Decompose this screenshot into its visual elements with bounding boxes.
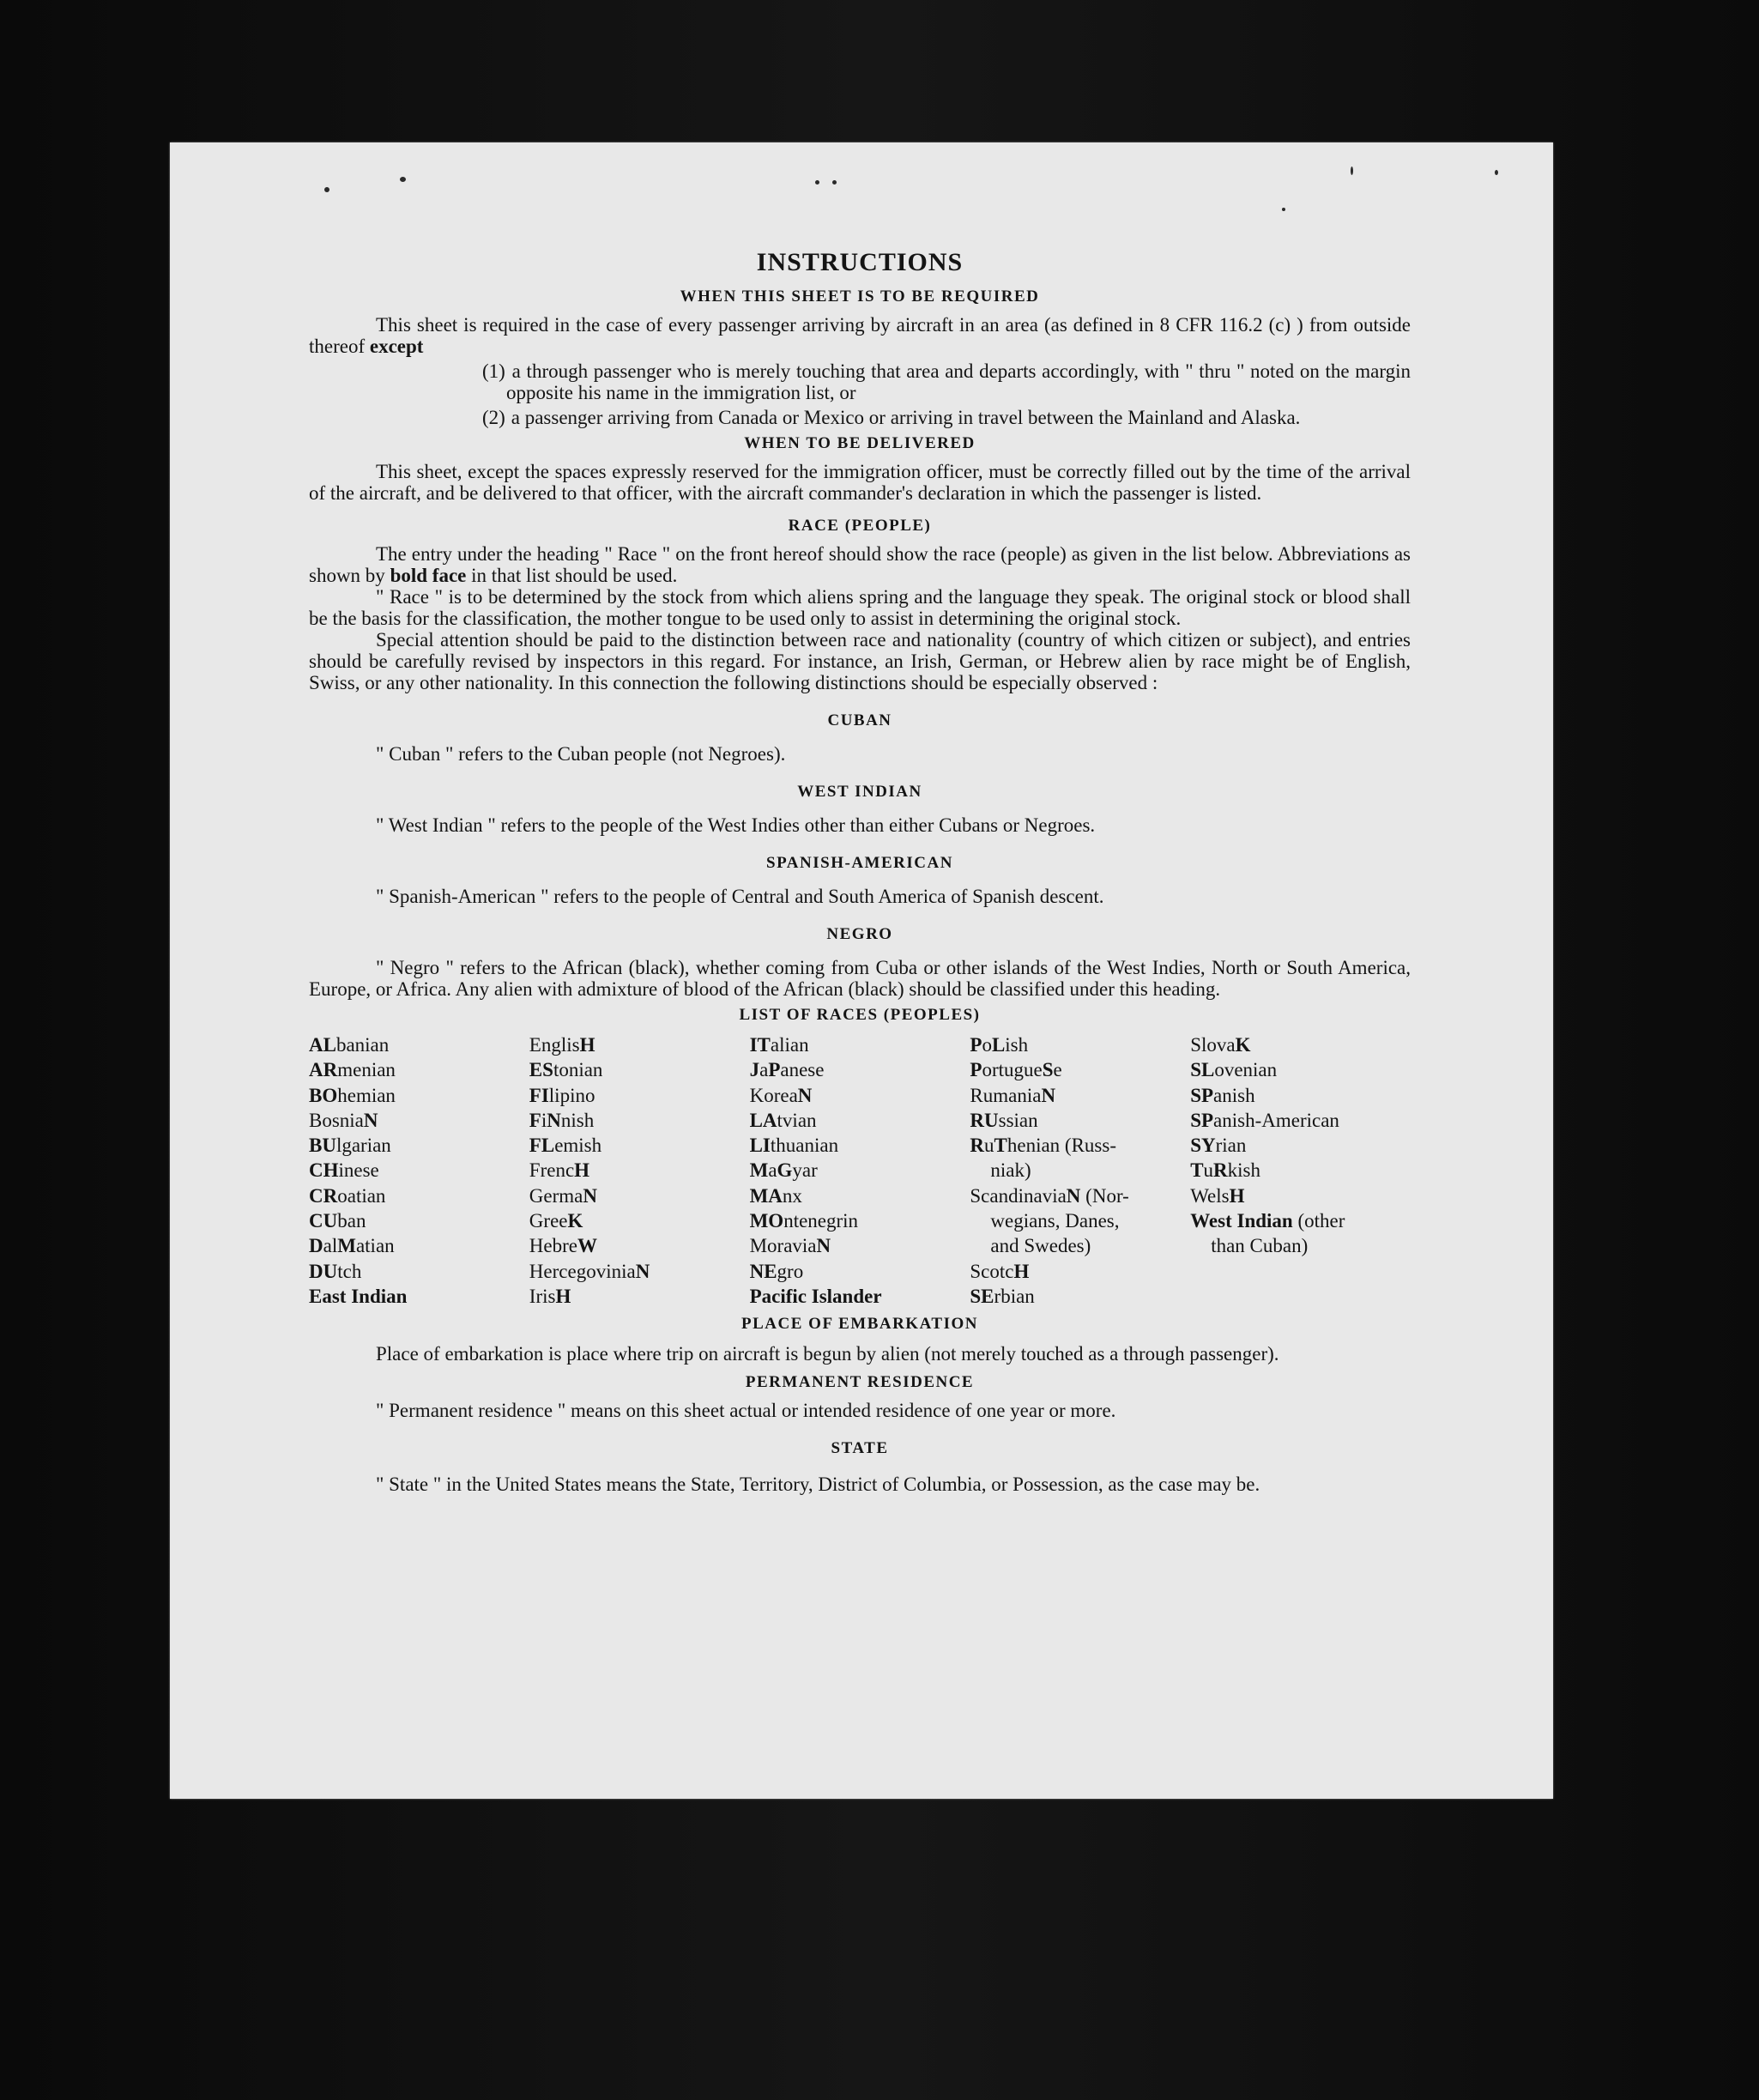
required-intro: This sheet is required in the case of every passenger arriving by aircraft in an area (as defined in 8 CFR 116.2 (c) ) from outside thereof except <box>309 314 1411 357</box>
section-heading-state: STATE <box>831 1439 889 1458</box>
section-heading-negro: NEGRO <box>826 925 893 943</box>
race-entry: FLemish <box>529 1135 602 1157</box>
race-entry: CHinese <box>309 1159 379 1182</box>
race-entry: DalMatian <box>309 1235 395 1257</box>
race-entry: niak) <box>990 1159 1031 1182</box>
race-paragraph-1: The entry under the heading " Race " on the front hereof should show the race (people) as given in the list below. Abbreviations as shown by bold face in that list should be used. <box>309 543 1411 586</box>
race-entry: GermaN <box>529 1184 597 1207</box>
race-column-5 <box>1190 1032 1411 1309</box>
race-entry: ITalian <box>749 1034 809 1056</box>
race-entry: EnglisH <box>529 1034 595 1056</box>
race-entry: KoreaN <box>749 1084 813 1106</box>
race-paragraph-3: Special attention should be paid to the distinction between race and nationality (country of which citizen or subject), and entries should be carefully revised by inspectors in this regard. For instance, an Irish, German, or Hebrew alien by race might be of English, Swiss, or any other nationality. In this connection the following distinctions should be especially observed : <box>309 629 1411 693</box>
race-entry: RumaniaN <box>970 1084 1056 1106</box>
race-entry: CUban <box>309 1210 366 1232</box>
race-entry: MaGyar <box>749 1159 818 1182</box>
race-entry: SYrian <box>1190 1135 1247 1157</box>
section-heading-race: RACE (PEOPLE) <box>788 517 932 535</box>
race-entry: IrisH <box>529 1285 571 1307</box>
race-entry: MOntenegrin <box>749 1210 859 1232</box>
delivered-text: This sheet, except the spaces expressly reserved for the immigration officer, must be correctly filled out by the time of the arrival of the aircraft, and be delivered to that officer, with the aircraft commander's declaration in which the passenger is listed. <box>309 461 1411 504</box>
section-heading-cuban: CUBAN <box>827 711 892 729</box>
race-entry: ScandinaviaN (Nor- <box>970 1184 1129 1207</box>
race-entry: ALbanian <box>309 1034 390 1056</box>
race-entry: Pacific Islander <box>749 1285 882 1307</box>
embarkation-text: Place of embarkation is place where trip on aircraft is begun by alien (not merely touched as a through passenger). <box>376 1343 1279 1365</box>
instructions-content <box>309 247 1411 1498</box>
race-entry: TuRkish <box>1190 1159 1260 1182</box>
section-heading-west-indian: WEST INDIAN <box>797 783 922 801</box>
scan-speck <box>1495 170 1498 175</box>
race-column-2 <box>529 1032 750 1309</box>
negro-text: " Negro " refers to the African (black), whether coming from Cuba or other islands of the West Indies, North or South America, Europe, or Africa. Any alien with admixture of blood of the African (black) should be classified under this heading. <box>309 957 1411 1000</box>
race-entry: CRoatian <box>309 1184 386 1207</box>
section-heading-list-of-races: LIST OF RACES (PEOPLES) <box>739 1006 981 1024</box>
race-entry: HercegoviniaN <box>529 1260 650 1282</box>
state-text: " State " in the United States means the State, Territory, District of Columbia, or Possession, as the case may be. <box>376 1474 1260 1496</box>
race-entry: SlovaK <box>1190 1034 1251 1056</box>
race-entry: NEgro <box>749 1260 804 1282</box>
document-page <box>170 142 1553 1799</box>
cuban-text: " Cuban " refers to the Cuban people (not Negroes). <box>376 743 786 765</box>
race-entry: SErbian <box>970 1285 1035 1307</box>
race-entry: PoLish <box>970 1034 1029 1056</box>
races-list <box>309 1032 1411 1309</box>
scan-speck <box>815 180 819 185</box>
race-entry: GreeK <box>529 1210 583 1232</box>
exception-item-1: (1) a through passenger who is merely touching that area and departs accordingly, with " thru " noted on the margin opposite his name in the immigration list, or <box>482 360 1411 403</box>
race-entry: HebreW <box>529 1235 597 1257</box>
race-entry: and Swedes) <box>990 1235 1091 1257</box>
scan-speck <box>832 180 837 185</box>
race-column-1 <box>309 1032 529 1309</box>
spanish-american-text: " Spanish-American " refers to the people of Central and South America of Spanish descent. <box>376 886 1104 907</box>
scan-speck <box>1351 166 1353 175</box>
race-entry: LIthuanian <box>749 1135 839 1157</box>
race-entry: LAtvian <box>749 1109 817 1131</box>
race-entry: BUlgarian <box>309 1135 391 1157</box>
exception-item-2: (2) a passenger arriving from Canada or Mexico or arriving in travel between the Mainland and Alaska. <box>482 407 1301 428</box>
race-entry: wegians, Danes, <box>990 1210 1120 1232</box>
section-heading-required: WHEN THIS SHEET IS TO BE REQUIRED <box>680 287 1040 306</box>
race-entry: ARmenian <box>309 1059 396 1081</box>
race-entry: RuThenian (Russ- <box>970 1135 1116 1157</box>
race-entry: BOhemian <box>309 1084 396 1106</box>
race-entry: BosniaN <box>309 1109 378 1131</box>
race-paragraph-2: " Race " is to be determined by the stock from which aliens spring and the language they speak. The original stock or blood shall be the basis for the classification, the mother tongue to be used only to assist in determining the original stock. <box>309 586 1411 629</box>
race-column-4 <box>970 1032 1190 1309</box>
west-indian-text: " West Indian " refers to the people of the West Indies other than either Cubans or Negroes. <box>376 814 1096 836</box>
race-entry: MAnx <box>749 1184 802 1207</box>
race-entry: DUtch <box>309 1260 362 1282</box>
residence-text: " Permanent residence " means on this sheet actual or intended residence of one year or more. <box>376 1400 1116 1422</box>
section-heading-spanish-american: SPANISH-AMERICAN <box>766 854 953 872</box>
race-entry: PortugueSe <box>970 1059 1062 1081</box>
scan-speck <box>324 187 329 192</box>
page-title: INSTRUCTIONS <box>756 248 964 276</box>
section-heading-delivered: WHEN TO BE DELIVERED <box>744 434 976 452</box>
race-entry: FIlipino <box>529 1084 595 1106</box>
race-entry: West Indian (other <box>1190 1210 1345 1232</box>
section-heading-residence: PERMANENT RESIDENCE <box>745 1373 975 1392</box>
race-entry: JaPanese <box>749 1059 825 1081</box>
race-entry: RUssian <box>970 1109 1038 1131</box>
race-entry: SPanish-American <box>1190 1109 1339 1131</box>
race-entry: East Indian <box>309 1285 408 1307</box>
race-entry: SLovenian <box>1190 1059 1278 1081</box>
race-column-3 <box>750 1032 970 1309</box>
race-entry: WelsH <box>1190 1184 1245 1207</box>
race-entry: FiNnish <box>529 1109 595 1131</box>
scan-speck <box>400 177 406 182</box>
race-entry: SPanish <box>1190 1084 1255 1106</box>
race-entry: EStonian <box>529 1059 603 1081</box>
race-entry: FrencH <box>529 1159 590 1182</box>
section-heading-embarkation: PLACE OF EMBARKATION <box>741 1315 978 1334</box>
scan-speck <box>1282 208 1285 211</box>
race-entry: than Cuban) <box>1211 1235 1309 1257</box>
race-entry: ScotcH <box>970 1260 1030 1282</box>
race-entry: MoraviaN <box>749 1235 831 1257</box>
